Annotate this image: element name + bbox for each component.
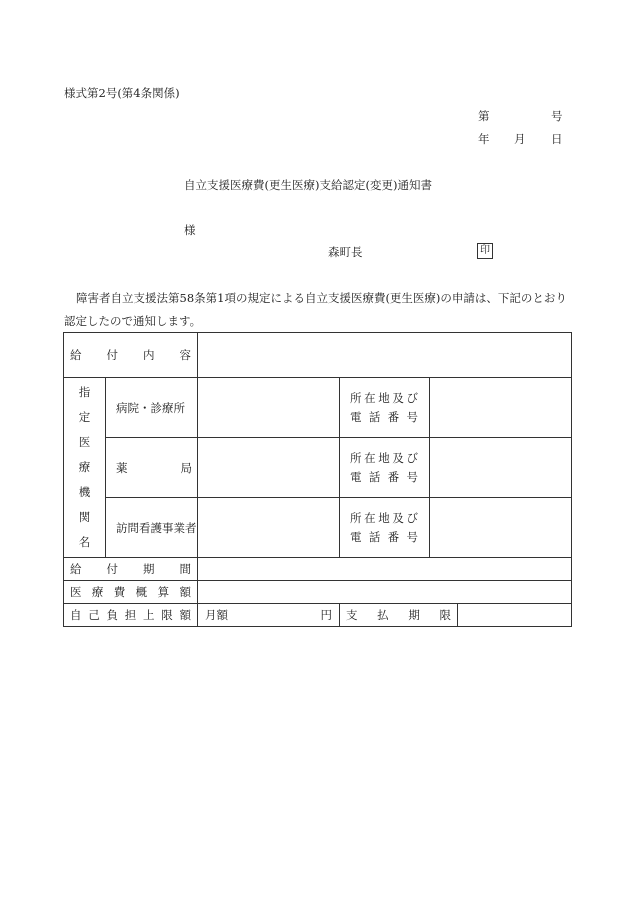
month-label: 月 [514, 132, 526, 146]
address-label-line1 [350, 389, 418, 408]
label-char: 己 [88, 608, 100, 622]
label-char: 番 [387, 409, 400, 424]
label-char: 上 [143, 608, 155, 622]
label-char: 期 [408, 608, 420, 622]
yen-label: 円 [320, 608, 332, 622]
label-char: 給 [70, 348, 82, 362]
label-char: 療 [78, 460, 91, 474]
institution-name-label [64, 378, 106, 558]
label-char: 地 [378, 390, 390, 405]
monthly-amount-field[interactable] [198, 604, 340, 627]
label-char: 所 [350, 390, 362, 405]
label-char: 及 [392, 390, 404, 405]
label-char: 地 [378, 450, 390, 465]
hospital-address-label [340, 378, 430, 438]
label-char: 担 [124, 608, 137, 622]
label-char: 付 [106, 562, 118, 576]
nursing-label: 訪問看護事業者 [106, 498, 198, 558]
label-char: 費 [113, 585, 126, 599]
intro-paragraph: 障害者自立支援法第58条第1項の規定による自立支援医療費(更生医療)の申請は、下記のとおり認定したので通知します。 [64, 291, 567, 328]
label-char: 払 [377, 608, 389, 622]
issuer-name: 森町長 [328, 245, 363, 259]
label-char: 名 [78, 535, 91, 549]
label-char: 容 [179, 348, 191, 362]
label-char: 額 [179, 608, 191, 622]
label-char: 地 [378, 510, 390, 525]
label-char: 在 [364, 450, 376, 465]
nursing-name-field[interactable] [198, 498, 340, 558]
label-char: 概 [135, 585, 148, 599]
label-char: 在 [364, 510, 376, 525]
label-char: 所 [350, 450, 362, 465]
address-label-line2 [350, 468, 418, 487]
label-char: 号 [406, 409, 418, 424]
label-char: 号 [406, 469, 418, 484]
label-char: 及 [392, 450, 404, 465]
label-char: び [406, 510, 418, 525]
address-label-line1 [350, 449, 418, 468]
label-char: 号 [406, 529, 418, 544]
label-char: 付 [106, 348, 118, 362]
no-suffix: 号 [551, 109, 563, 123]
pharmacy-address-field[interactable] [430, 438, 572, 498]
label-char: 番 [387, 529, 400, 544]
benefit-content-field[interactable] [198, 333, 572, 378]
benefit-content-label [64, 333, 198, 378]
label-char: 支 [346, 608, 358, 622]
label-char: 医 [78, 435, 91, 449]
form-number: 様式第2号(第4条関係) [64, 86, 180, 100]
label-char: 自 [70, 608, 82, 622]
label-char: 関 [78, 510, 91, 524]
no-prefix: 第 [478, 109, 490, 123]
label-char: 負 [106, 608, 118, 622]
day-label: 日 [551, 132, 563, 146]
label-char: 期 [143, 562, 155, 576]
year-label: 年 [478, 132, 490, 146]
label-char: 電 [350, 529, 362, 544]
label-char: 給 [70, 562, 82, 576]
label-char: 療 [91, 585, 104, 599]
label-char: 算 [157, 585, 170, 599]
nursing-address-field[interactable] [430, 498, 572, 558]
label-char: 間 [179, 562, 191, 576]
document-title: 自立支援医療費(更生医療)支給認定(変更)通知書 [184, 178, 432, 192]
hospital-address-field[interactable] [430, 378, 572, 438]
address-label-line2 [350, 408, 418, 427]
nursing-address-label [340, 498, 430, 558]
label-char: 番 [387, 469, 400, 484]
payment-deadline-label [340, 604, 458, 627]
label-char: 所 [350, 510, 362, 525]
certification-table [63, 332, 572, 627]
label-char: び [406, 390, 418, 405]
label-char: 電 [350, 409, 362, 424]
label-char: 限 [161, 608, 173, 622]
hospital-name-field[interactable] [198, 378, 340, 438]
seal-mark: 印 [477, 243, 493, 259]
copay-limit-label [64, 604, 198, 627]
estimated-cost-label [64, 581, 198, 604]
label-char: 話 [368, 469, 381, 484]
label-char: 内 [143, 348, 155, 362]
pharmacy-label [106, 438, 198, 498]
hospital-label: 病院・診療所 [106, 378, 198, 438]
label-char: 電 [350, 469, 362, 484]
estimated-cost-field[interactable] [198, 581, 572, 604]
monthly-label: 月額 [205, 608, 228, 622]
pharmacy-char-2: 局 [180, 460, 192, 475]
payment-deadline-field[interactable] [458, 604, 572, 627]
label-char: 機 [78, 485, 91, 499]
label-char: 医 [70, 585, 82, 599]
benefit-period-label [64, 558, 198, 581]
benefit-period-field[interactable] [198, 558, 572, 581]
label-char: 額 [179, 585, 191, 599]
pharmacy-name-field[interactable] [198, 438, 340, 498]
addressee-suffix: 様 [184, 223, 196, 237]
label-char: 指 [78, 385, 91, 399]
label-char: 定 [78, 410, 91, 424]
address-label-line2 [350, 528, 418, 547]
address-label-line1 [350, 509, 418, 528]
label-char: 話 [368, 529, 381, 544]
label-char: 話 [368, 409, 381, 424]
label-char: 在 [364, 390, 376, 405]
label-char: び [406, 450, 418, 465]
label-char: 及 [392, 510, 404, 525]
pharmacy-char-1: 薬 [116, 460, 128, 475]
pharmacy-address-label [340, 438, 430, 498]
label-char: 限 [439, 608, 451, 622]
